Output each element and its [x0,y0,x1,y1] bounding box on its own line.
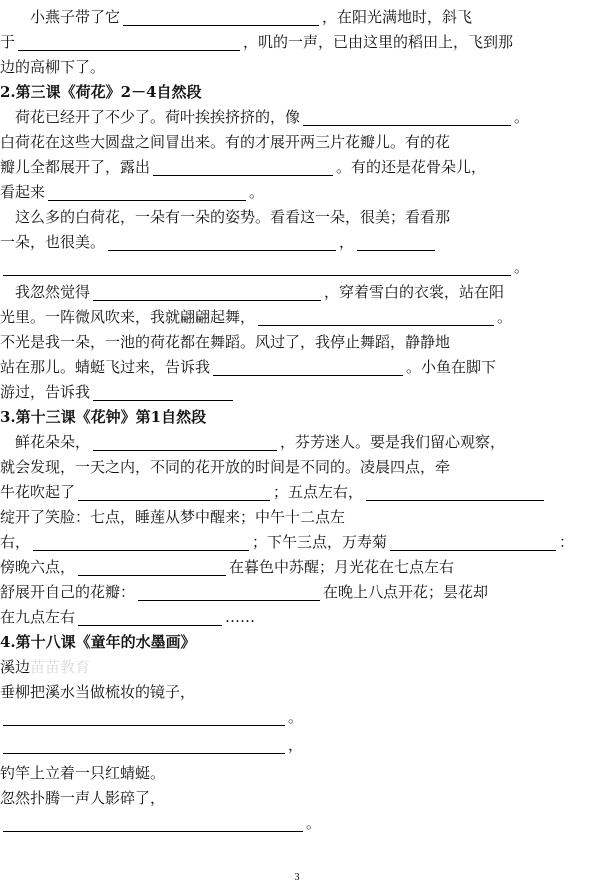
fill-in-blank[interactable] [3,710,285,726]
text-segment: ，叽的一声，已由这里的稻田上，飞到那 [243,33,514,51]
text-line [0,529,594,555]
text-segment: 瓣儿全都展开了，露出 [0,158,151,176]
text-segment: 4.第十八课《童年的水墨画》 [0,633,196,651]
fill-in-blank[interactable] [48,185,246,201]
text-line [0,810,594,836]
section-heading [0,79,594,105]
text-segment: 鲜花朵朵， [0,433,91,451]
fill-in-blank[interactable] [18,35,240,51]
text-line [0,760,594,786]
fill-in-blank[interactable] [303,110,511,126]
fill-in-blank[interactable] [390,535,556,551]
text-segment: 舒展开自己的花瓣： [0,583,136,601]
text-line [0,104,594,130]
text-segment: ，穿着雪白的衣裳，站在阳 [324,283,505,301]
fill-in-blank[interactable] [213,360,403,376]
fill-in-blank[interactable] [258,310,494,326]
text-line [0,54,594,80]
text-segment: …… [225,608,256,626]
text-line [0,732,594,758]
section-heading [0,629,594,655]
fill-in-blank[interactable] [93,285,321,301]
fill-in-blank[interactable] [3,738,285,754]
fill-in-blank[interactable] [33,535,249,551]
text-line [0,29,594,55]
page-number: 3 [294,872,300,883]
fill-in-blank[interactable] [357,235,435,251]
fill-in-blank[interactable] [3,816,303,832]
text-line [0,554,594,580]
text-segment: 。 [306,814,322,832]
text-segment: 这么多的白荷花，一朵有一朵的姿势。看看这一朵，很美；看看那 [0,208,451,226]
text-segment: 在晚上八点开花；昙花却 [323,583,489,601]
text-line [0,654,594,680]
fill-in-blank[interactable] [93,435,277,451]
text-segment: 溪边 [0,658,31,676]
text-segment: 在暮色中苏醒；月光花在七点左右 [229,558,455,576]
text-segment: 游过，告诉我 [0,383,91,401]
text-segment: ， [339,233,355,251]
text-segment: 。 [249,183,265,201]
fill-in-blank[interactable] [138,585,320,601]
fill-in-blank[interactable] [366,485,544,501]
text-line [0,254,594,280]
fill-in-blank[interactable] [78,485,270,501]
text-line [0,704,594,730]
text-segment: 就会发现，一天之内，不同的花开放的时间是不同的。凌晨四点，牵 [0,458,451,476]
text-segment: 一朵，也很美。 [0,233,106,251]
text-segment: 3.第十三课《花钟》第1自然段 [0,408,207,426]
text-line [0,354,594,380]
text-line [0,679,594,705]
text-line [0,154,594,180]
fill-in-blank[interactable] [93,385,233,401]
text-line [0,504,594,530]
text-line [0,604,594,630]
text-segment: 荷花已经开了不少了。荷叶挨挨挤挤的，像 [0,108,301,126]
text-line [0,379,594,405]
text-segment: ；下午三点，万寿菊 [252,533,388,551]
text-segment: ， [288,736,304,754]
text-segment: 傍晚六点， [0,558,76,576]
text-line [0,304,594,330]
text-segment: 光里。一阵微风吹来，我就翩翩起舞， [0,308,256,326]
text-segment: 。 [497,308,513,326]
text-segment: 右， [0,533,31,551]
text-line [0,454,594,480]
text-segment: 。 [514,258,530,276]
watermark-text: 苗苗教育 [30,658,91,676]
fill-in-blank[interactable] [153,160,333,176]
fill-in-blank[interactable] [123,10,319,26]
text-segment: 看起来 [0,183,46,201]
text-segment: ，芬芳迷人。要是我们留心观察， [280,433,506,451]
text-line [0,429,594,455]
text-segment: 。小鱼在脚下 [406,358,497,376]
text-segment: 。 [288,708,304,726]
text-segment: 牛花吹起了 [0,483,76,501]
text-segment: ；五点左右， [273,483,364,501]
fill-in-blank[interactable] [78,610,222,626]
text-line [0,479,594,505]
fill-in-blank[interactable] [3,260,511,276]
text-segment: 白荷花在这些大圆盘之间冒出来。有的才展开两三片花瓣儿。有的花 [0,133,451,151]
text-line [0,179,594,205]
text-segment: 垂柳把溪水当做梳妆的镜子， [0,683,196,701]
text-segment: 小燕子带了它 [0,8,121,26]
text-line [0,229,594,255]
text-segment: ： [559,533,575,551]
text-line [0,785,594,811]
text-segment: 。有的还是花骨朵儿， [336,158,487,176]
text-segment: 不光是我一朵，一池的荷花都在舞蹈。风过了，我停止舞蹈，静静地 [0,333,451,351]
fill-in-blank[interactable] [78,560,226,576]
text-line [0,129,594,155]
text-segment: 我忽然觉得 [0,283,91,301]
text-line [0,329,594,355]
text-line [0,579,594,605]
text-segment: 边的高柳下了。 [0,58,106,76]
text-segment: 忽然扑腾一声人影碎了， [0,789,166,807]
text-line [0,279,594,305]
text-segment: 2.第三课《荷花》2－4自然段 [0,83,202,101]
text-line [0,4,594,30]
fill-in-blank[interactable] [108,235,336,251]
text-segment: 在九点左右 [0,608,76,626]
section-heading [0,404,594,430]
text-segment: 站在那儿。蜻蜓飞过来，告诉我 [0,358,211,376]
text-segment: 绽开了笑脸：七点，睡莲从梦中醒来；中午十二点左 [0,508,346,526]
text-segment: ，在阳光满地时，斜飞 [322,8,473,26]
text-segment: 。 [514,108,530,126]
text-segment: 于 [0,33,16,51]
text-segment: 钓竿上立着一只红蜻蜓。 [0,764,166,782]
text-line [0,204,594,230]
